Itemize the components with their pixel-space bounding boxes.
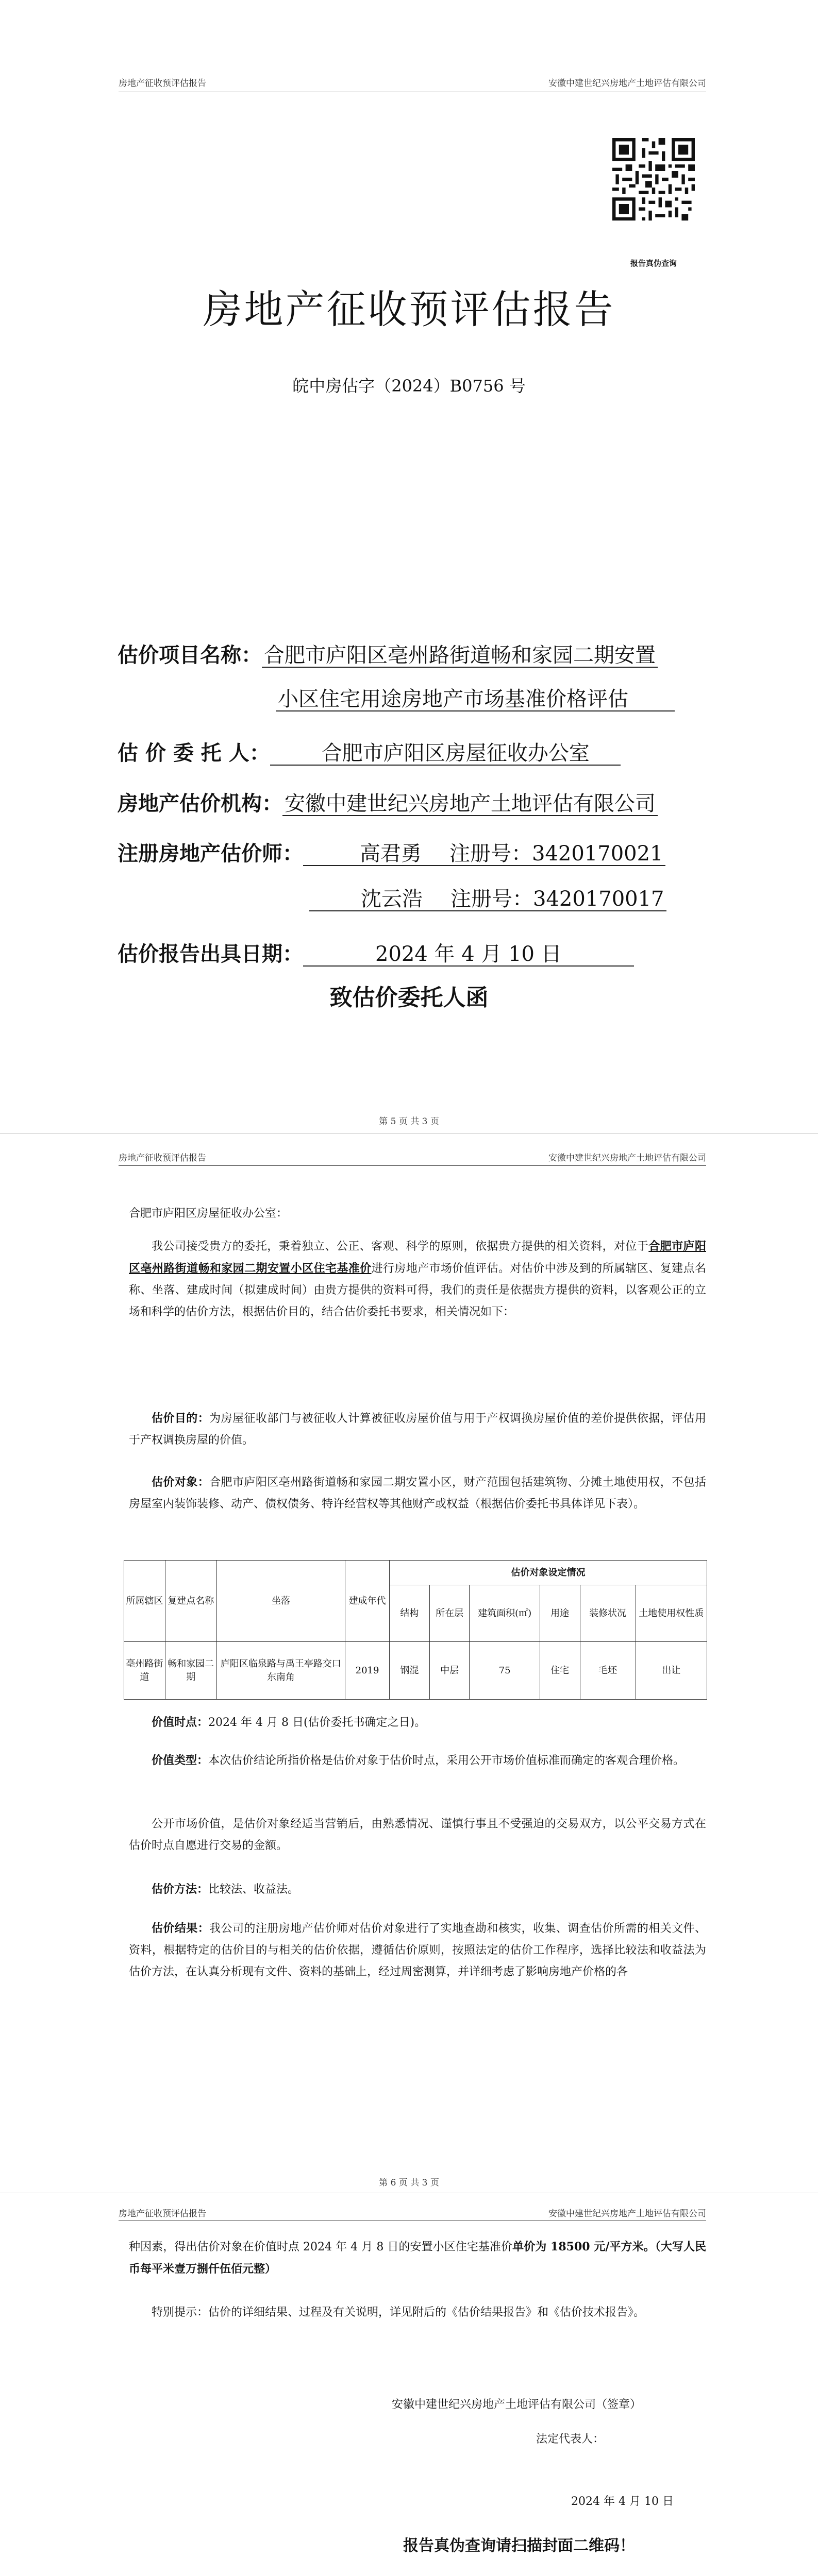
result-cont-text: 种因素，得出估价对象在价值时点 2024 年 4 月 8 日的安置小区住宅基准价: [129, 2241, 513, 2253]
td-name: 畅和家园二期: [165, 1642, 216, 1700]
signature-date: 2024 年 4 月 10 日: [571, 2495, 674, 2508]
client-row: [118, 737, 621, 766]
appraiser-row-1: [118, 837, 665, 867]
td-district: 亳州路街道: [124, 1642, 165, 1700]
signature-company: 安徽中建世纪兴房地产土地评估有限公司（签章）: [392, 2398, 642, 2411]
client-value: 合肥市庐阳区房屋征收办公室: [270, 742, 621, 766]
report-title: 房地产征收预评估报告: [203, 286, 615, 332]
td-year: 2019: [345, 1642, 390, 1700]
qr-caption: 报告真伪查询: [630, 259, 677, 268]
letter-intro: [129, 1235, 706, 1323]
report-number: 皖中房估字（2024）B0756 号: [292, 376, 526, 396]
salutation: 合肥市庐阳区房屋征收办公室：: [129, 1207, 288, 1220]
td-structure: 钢混: [389, 1642, 429, 1700]
purpose-text: 为房屋征收部门与被征收人计算被征收房屋价值与用于产权调换房屋价值的差价提供依据，评估用于产权调换房屋的价值。: [129, 1412, 706, 1447]
project-name-line2: 小区住宅用途房地产市场基准价格评估: [276, 688, 675, 711]
project-name-label: 估价项目名称：: [118, 643, 262, 667]
th-structure: 结构: [389, 1585, 429, 1642]
page-footer-2: 第 6 页 共 3 页: [379, 2178, 439, 2188]
th-name: 复建点名称: [165, 1561, 216, 1642]
signature-representative: 法定代表人：: [536, 2433, 605, 2446]
page-footer-1: 第 5 页 共 3 页: [379, 1116, 439, 1127]
appraiser1-reg: 注册号：3420170021: [447, 842, 665, 866]
agency-row: [118, 787, 658, 817]
property-table: [124, 1560, 707, 1700]
client-label: 估 价 委 托 人：: [118, 741, 270, 765]
td-land: 出让: [636, 1642, 707, 1700]
th-floor: 所在层: [429, 1585, 470, 1642]
object-label: 估价对象：: [152, 1476, 210, 1489]
value-date-text: 2024 年 4 月 8 日(估价委托书确定之日)。: [208, 1716, 426, 1729]
th-district: 所属辖区: [124, 1561, 165, 1642]
project-name-row: [118, 639, 658, 668]
object-text: 合肥市庐阳区亳州路街道畅和家园二期安置小区，财产范围包括建筑物、分摊土地使用权，不包括房屋室内装饰装修、动产、债权债务、特许经营权等其他财产或权益（根据估价委托书具体详见下表）。: [129, 1476, 706, 1511]
td-location: 庐阳区临泉路与禹王亭路交口东南角: [216, 1642, 345, 1700]
purpose-label: 估价目的：: [152, 1412, 210, 1425]
appraiser2-reg: 注册号：3420170017: [448, 888, 666, 911]
appraiser1-name: 高君勇: [303, 842, 447, 866]
method-text: 比较法、收益法。: [208, 1883, 299, 1896]
page-separator: [0, 1133, 818, 1134]
header-right: 安徽中建世纪兴房地产土地评估有限公司: [548, 78, 706, 89]
td-area: 75: [470, 1642, 540, 1700]
agency-value: 安徽中建世纪兴房地产土地评估有限公司: [282, 792, 658, 816]
appraiser-row-2: [309, 887, 666, 911]
th-land: 土地使用权性质: [636, 1585, 707, 1642]
value-date-label: 价值时点：: [152, 1716, 209, 1729]
report-date-label: 估价报告出具日期：: [118, 942, 303, 966]
header-right: 安徽中建世纪兴房地产土地评估有限公司: [548, 1153, 706, 1163]
agency-label: 房地产估价机构：: [118, 791, 282, 816]
th-use: 用途: [540, 1585, 580, 1642]
header-right: 安徽中建世纪兴房地产土地评估有限公司: [548, 2209, 706, 2219]
appraiser2-name: 沈云浩: [309, 888, 448, 911]
th-decor: 装修状况: [580, 1585, 636, 1642]
header-left: 房地产征收预评估报告: [119, 1153, 206, 1163]
special-note-text: 特别提示：估价的详细结果、过程及有关说明，详见附后的《估价结果报告》和《估价技术报告》。: [152, 2306, 645, 2319]
table-row: [124, 1642, 707, 1700]
letter-title: 致估价委托人函: [329, 985, 489, 1011]
qr-code-icon[interactable]: [612, 138, 695, 221]
td-use: 住宅: [540, 1642, 580, 1700]
th-year: 建成年代: [345, 1561, 390, 1642]
appraiser-label: 注册房地产估价师：: [118, 841, 303, 866]
market-value-paragraph: [129, 1814, 706, 1857]
th-area: 建筑面积(㎡): [470, 1585, 540, 1642]
td-floor: 中层: [429, 1642, 470, 1700]
project-name-line1: 合肥市庐阳区亳州路街道畅和家园二期安置: [262, 644, 658, 668]
header-rule: [119, 1165, 706, 1166]
project-name-row-2: [276, 687, 675, 711]
intro-object-bold: 合肥市庐阳区亳州路街道畅和家园二期安置小区住宅基准价: [129, 1240, 706, 1275]
value-type-text: 本次估价结论所指价格是估价对象于估价时点，采用公开市场价值标准而确定的客观合理价格。: [208, 1754, 685, 1767]
object-paragraph: [129, 1471, 706, 1515]
report-date-value: 2024 年 4 月 10 日: [303, 943, 634, 967]
special-note: [129, 2302, 706, 2324]
td-decor: 毛坯: [580, 1642, 636, 1700]
value-date-paragraph: [129, 1711, 706, 1734]
intro-text-a: 我公司接受贵方的委托，秉着独立、公正、客观、科学的原则，依据贵方提供的相关资料，对位于: [152, 1240, 649, 1253]
header-left: 房地产征收预评估报告: [119, 78, 206, 89]
result-paragraph: [129, 1918, 706, 1983]
th-group: 估价对象设定情况: [389, 1561, 707, 1585]
report-date-row: [118, 938, 634, 967]
purpose-paragraph: [129, 1408, 706, 1451]
market-value-text: 公开市场价值，是估价对象经适当营销后，由熟悉情况、谨慎行事且不受强迫的交易双方，以公平交易方式在估价时点自愿进行交易的金额。: [129, 1818, 706, 1852]
method-paragraph: [129, 1878, 706, 1901]
result-text: 我公司的注册房地产估价师对估价对象进行了实地查勘和核实，收集、调查估价所需的相关文件、资料，根据特定的估价目的与相关的估价依据，遵循估价原则，按照法定的估价工作程序，选择比较法和收益法为估价方法，在认真分析现有文件、资料的基础上，经过周密测算，并详细考虑了影响房地产价格的各: [129, 1922, 706, 1978]
result-unit-price: 单价为 18500 元/平方米。（大写人民币每平米壹万捌仟伍佰元整）: [129, 2240, 706, 2276]
header-left: 房地产征收预评估报告: [119, 2209, 206, 2219]
result-label: 估价结果：: [152, 1922, 210, 1935]
intro-text-b: 进行房地产市场价值评估。对估价中涉及到的所属辖区、复建点名称、坐落、建成时间（拟建成时间）由贵方提供的资料可得，我们的责任是依据贵方提供的资料，以客观公正的立场和科学的估价方法，根据估价目的，结合估价委托书要求，相关情况如下：: [129, 1262, 706, 1318]
qr-verify-notice: 报告真伪查询请扫描封面二维码！: [403, 2537, 635, 2555]
method-label: 估价方法：: [152, 1883, 209, 1896]
value-type-paragraph: [129, 1750, 706, 1772]
value-type-label: 价值类型：: [152, 1754, 209, 1767]
th-location: 坐落: [216, 1561, 345, 1642]
result-continued: [129, 2236, 706, 2280]
